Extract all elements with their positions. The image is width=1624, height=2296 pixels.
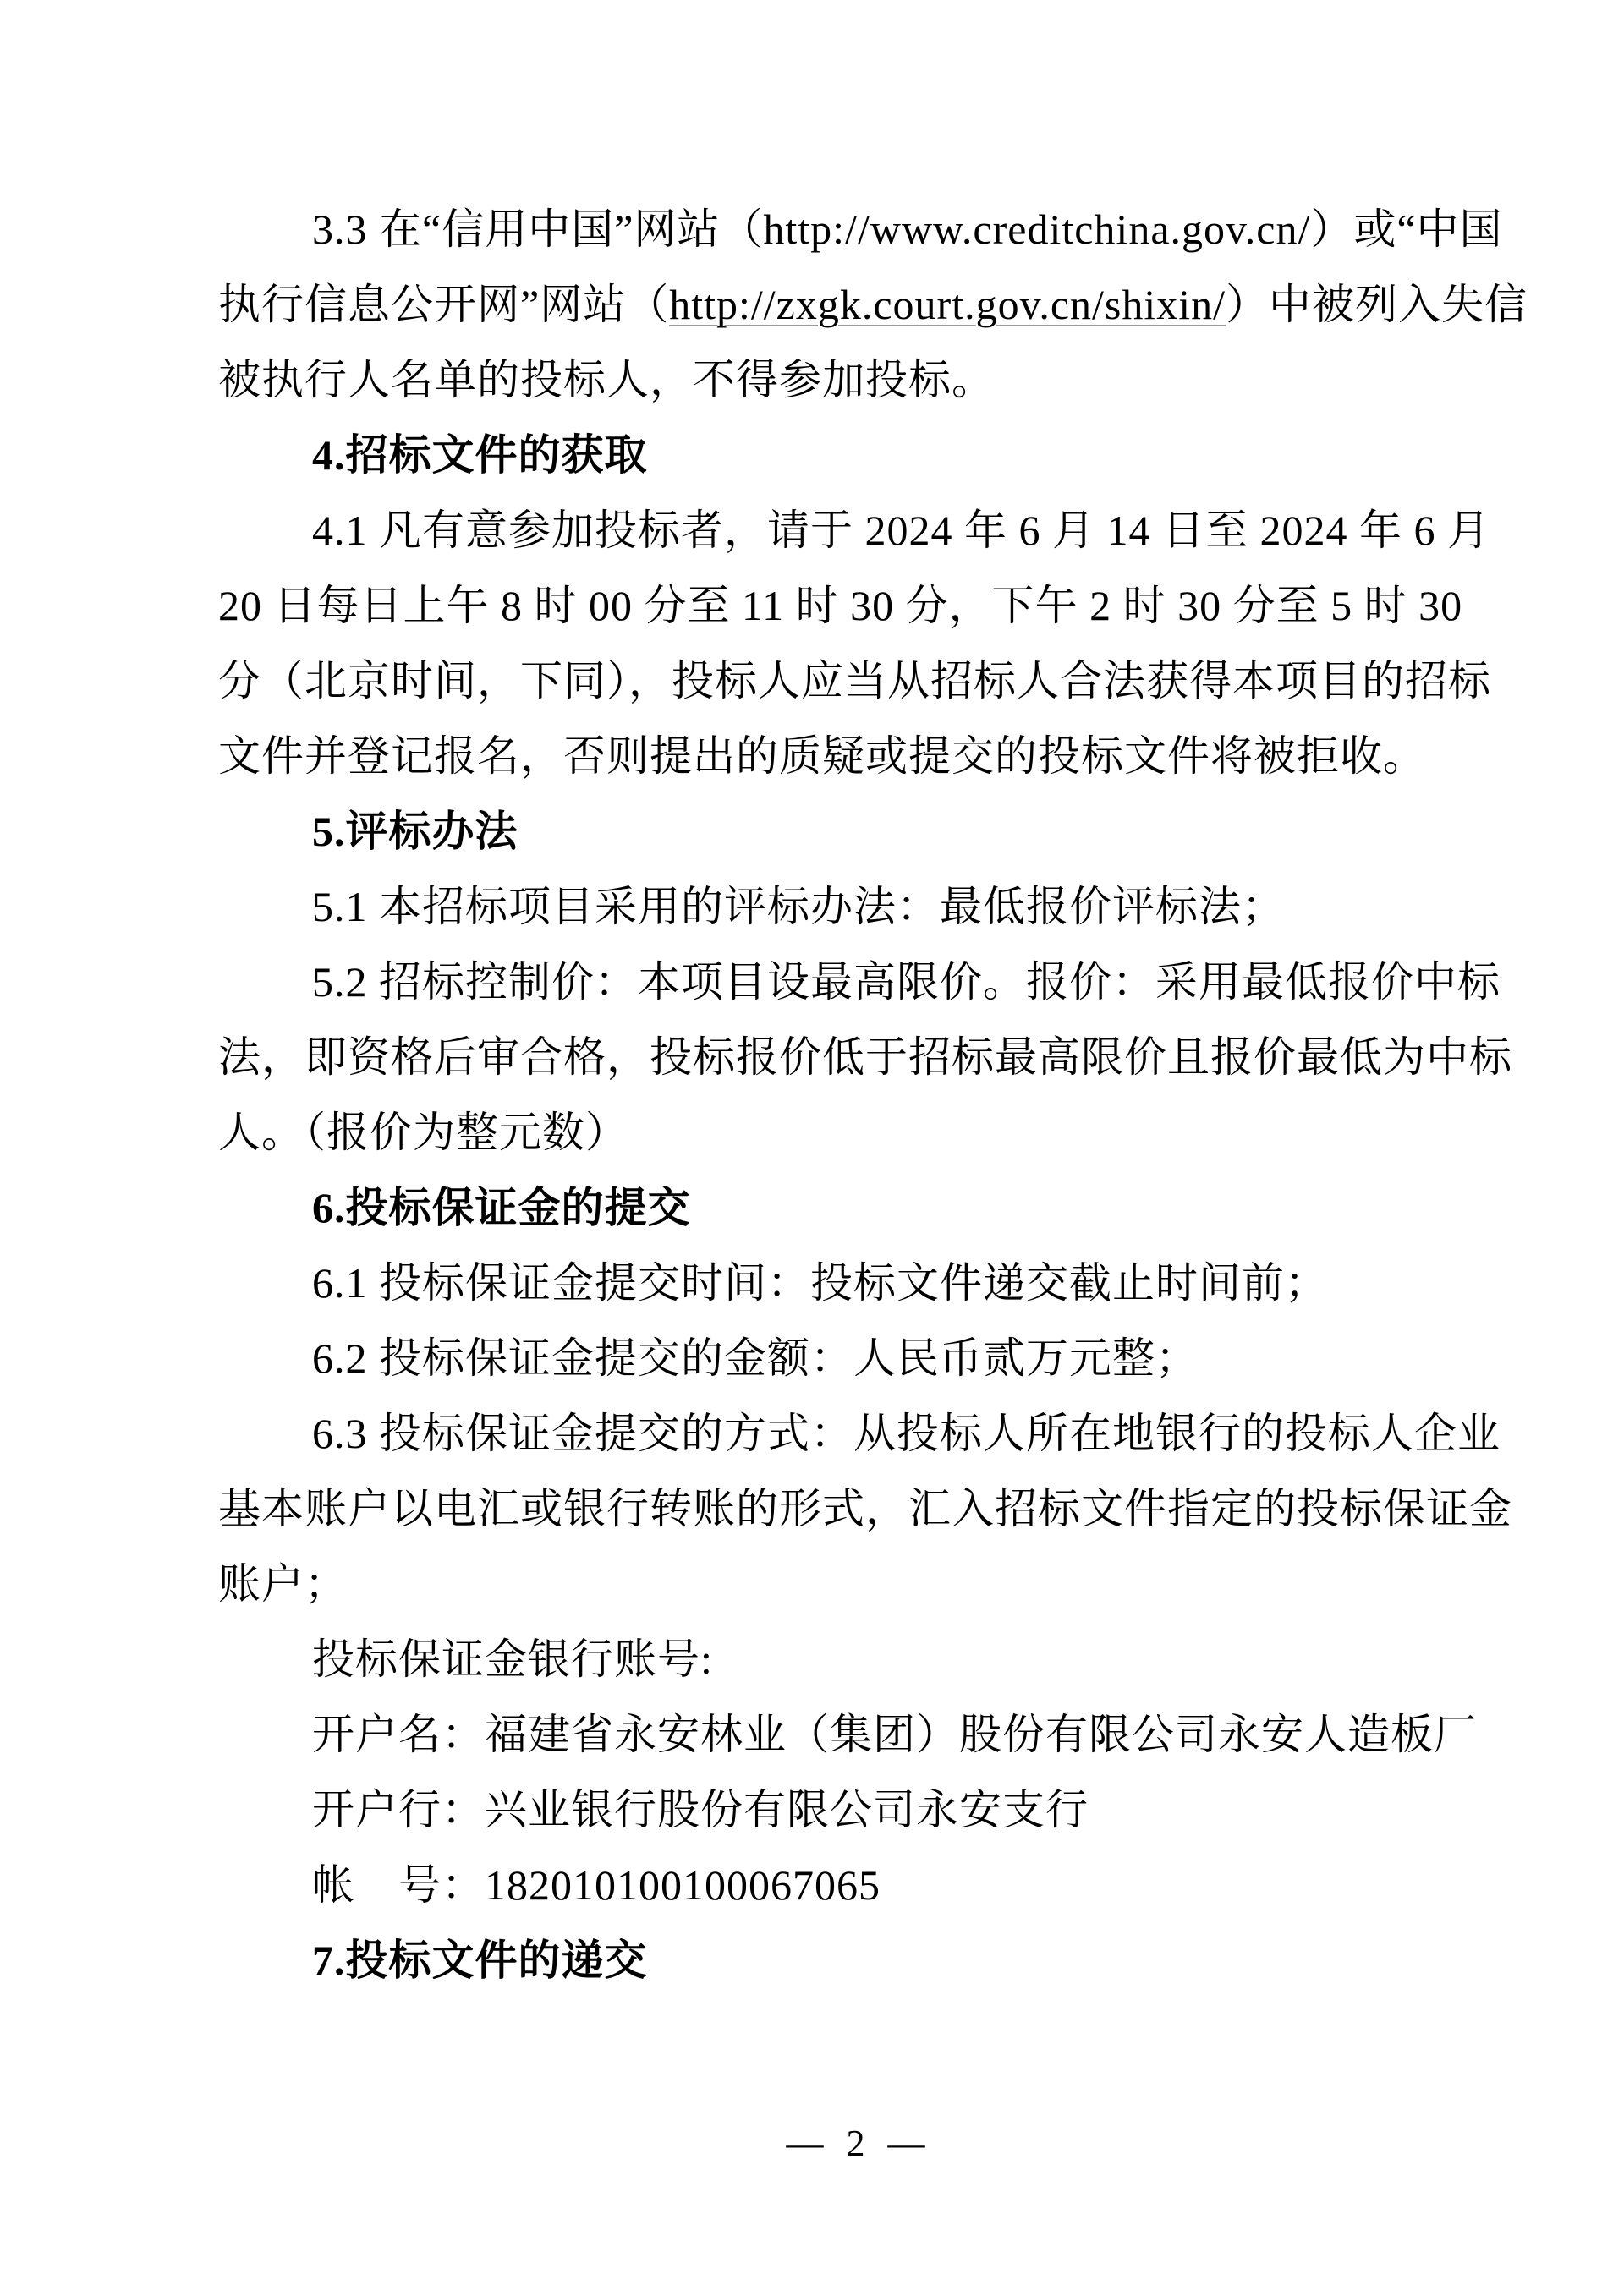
court-shixin-url-link[interactable]: http://zxgk.court.gov.cn/shixin/ bbox=[669, 281, 1226, 328]
paragraph-6-3-line-3: 账户； bbox=[218, 1560, 348, 1608]
paragraph-4-1-line-1: 4.1 凡有意参加投标者，请于 2024 年 6 月 14 日至 2024 年 6 月 bbox=[312, 507, 1490, 554]
document-body bbox=[218, 192, 1528, 1998]
heading-section-5: 5.评标办法 bbox=[312, 808, 518, 855]
bank-account-name: 开户名：福建省永安林业（集团）股份有限公司永安人造板厂 bbox=[312, 1711, 1477, 1758]
paragraph-4-1-line-4: 文件并登记报名，否则提出的质疑或提交的投标文件将被拒收。 bbox=[218, 732, 1426, 780]
paragraph-5-1: 5.1 本招标项目采用的评标办法：最低报价评标法； bbox=[312, 883, 1285, 930]
paragraph-3-3-line-2-pre: 执行信息公开网”网站（ bbox=[218, 281, 670, 328]
bank-account-intro: 投标保证金银行账号: bbox=[312, 1636, 713, 1683]
paragraph-6-3-line-1: 6.3 投标保证金提交的方式：从投标人所在地银行的投标人企业 bbox=[312, 1410, 1501, 1457]
heading-section-6: 6.投标保证金的提交 bbox=[312, 1184, 691, 1231]
paragraph-3-3-line-3: 被执行人名单的投标人，不得参加投标。 bbox=[218, 356, 995, 403]
paragraph-4-1-line-2: 20 日每日上午 8 时 00 分至 11 时 30 分，下午 2 时 30 分至 5 时 30 bbox=[218, 582, 1463, 629]
page-number: — 2 — bbox=[786, 2123, 925, 2164]
paragraph-4-1-line-3: 分（北京时间，下同），投标人应当从招标人合法获得本项目的招标 bbox=[218, 657, 1491, 704]
paragraph-6-3-line-2: 基本账户以电汇或银行转账的形式，汇入招标文件指定的投标保证金 bbox=[218, 1485, 1512, 1532]
paragraph-5-2-line-3: 人。（报价为整元数） bbox=[218, 1109, 628, 1156]
heading-section-7: 7.投标文件的递交 bbox=[312, 1937, 648, 1984]
bank-account-number: 帐 号：182010100100067065 bbox=[312, 1861, 881, 1909]
paragraph-6-1: 6.1 投标保证金提交时间：投标文件递交截止时间前； bbox=[312, 1259, 1328, 1307]
paragraph-6-2: 6.2 投标保证金提交的金额：人民币贰万元整； bbox=[312, 1334, 1199, 1382]
paragraph-5-2-line-1: 5.2 招标控制价：本项目设最高限价。报价：采用最低报价中标 bbox=[312, 958, 1501, 1006]
heading-section-4: 4.招标文件的获取 bbox=[312, 431, 648, 479]
paragraph-3-3-line-2-post: ）中被列入失信 bbox=[1226, 281, 1528, 328]
bank-branch: 开户行：兴业银行股份有限公司永安支行 bbox=[312, 1786, 1089, 1833]
paragraph-3-3-line-2 bbox=[218, 267, 1528, 342]
paragraph-5-2-line-2: 法，即资格后审合格，投标报价低于招标最高限价且报价最低为中标 bbox=[218, 1033, 1512, 1081]
paragraph-3-3-line-1: 3.3 在“信用中国”网站（http://www.creditchina.gov.cn/）或“中国 bbox=[312, 205, 1503, 253]
